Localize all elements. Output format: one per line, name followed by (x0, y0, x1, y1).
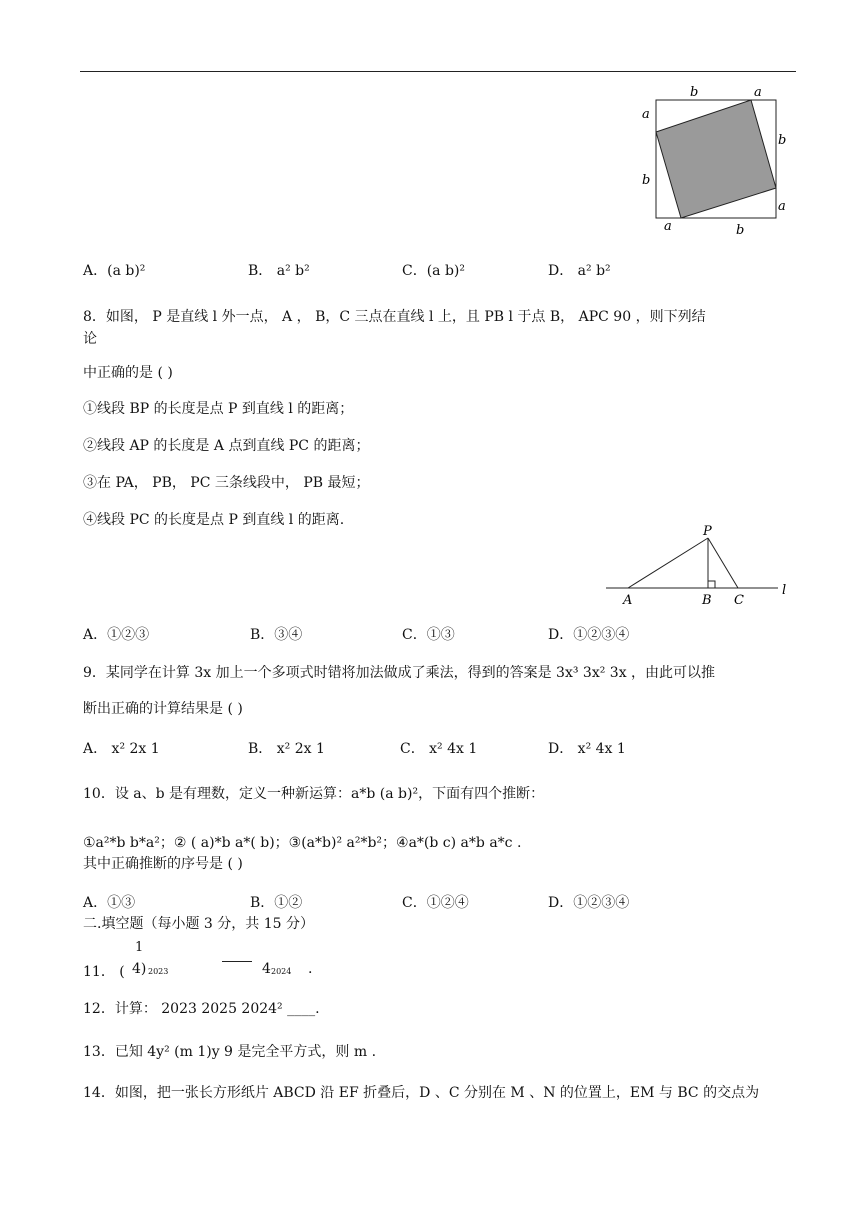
q11-exponent-2: 2024 (271, 967, 292, 976)
q12-text: 12．计算： 2023 2025 2024² ____. (83, 1001, 320, 1017)
q9-stem-line1: 9．某同学在计算 3x 加上一个多项式时错将加法做成了乘法，得到的答案是 3x³ 3x² 3x ，由此可以推 (83, 665, 716, 681)
q8-option-b[interactable]: B．③④ (250, 627, 303, 643)
header-rule (80, 71, 796, 72)
label-l: l (782, 583, 787, 598)
q10-statements: ①a²*b b*a²；② ( a)*b a*( b)；③(a*b)² a²*b²；④a*(b c) a*b a*c . (83, 835, 522, 851)
label-P: P (703, 524, 712, 539)
section-heading-fill-in: 二.填空题（每小题 3 分，共 15 分） (83, 916, 314, 932)
q8-stem-line1-tail: 论 (83, 331, 97, 347)
q9-option-b[interactable]: B． x² 2x 1 (248, 741, 325, 757)
q10-stem-line1: 10．设 a、b 是有理数，定义一种新运算：a*b (a b)²，下面有四个推断： (83, 786, 545, 802)
q11-fraction-bar (222, 961, 252, 962)
q8-stem-line1: 8．如图， P 是直线 l 外一点， A ， B，C 三点在直线 l 上，且 PB l 于点 B， APC 90 ，则下列结 (83, 309, 706, 325)
label-right-a: a (778, 199, 786, 214)
q11-base-4: 4 (262, 961, 271, 977)
q7-option-c[interactable]: C．(a b)² (402, 263, 466, 279)
q10-option-a[interactable]: A．①③ (83, 895, 136, 911)
q9-option-d[interactable]: D． x² 4x 1 (548, 741, 626, 757)
q8-statement-1: ①线段 BP 的长度是点 P 到直线 l 的距离； (83, 401, 354, 417)
q7-option-b[interactable]: B． a² b² (248, 263, 310, 279)
q8-option-c[interactable]: C．①③ (402, 627, 455, 643)
q8-statement-2: ②线段 AP 的长度是 A 点到直线 PC 的距离； (83, 438, 370, 454)
q10-option-b[interactable]: B．①② (250, 895, 303, 911)
label-C: C (734, 593, 744, 608)
label-bottom-b: b (736, 223, 745, 238)
q10-stem-line3: 其中正确推断的序号是 ( ) (83, 856, 243, 872)
q9-option-a[interactable]: A． x² 2x 1 (83, 741, 160, 757)
q10-option-c[interactable]: C．①②④ (402, 895, 469, 911)
label-left-a: a (642, 107, 650, 122)
label-top-a: a (754, 85, 762, 100)
label-top-b: b (690, 85, 699, 100)
q8-stem-line2: 中正确的是 ( ) (83, 365, 173, 381)
q8-option-a[interactable]: A．①②③ (83, 627, 150, 643)
right-angle-mark (708, 581, 715, 588)
q9-stem-line2: 断出正确的计算结果是 ( ) (83, 701, 243, 717)
q9-option-c[interactable]: C． x² 4x 1 (400, 741, 478, 757)
q11-prefix: 11． ( (83, 964, 125, 980)
label-A: A (623, 593, 633, 608)
label-bottom-a: a (664, 219, 672, 234)
q11-numerator: 1 (135, 940, 144, 955)
q8-option-d[interactable]: D．①②③④ (548, 627, 630, 643)
q8-line-figure (600, 522, 796, 608)
q13-text: 13．已知 4y² (m 1)y 9 是完全平方式，则 m . (83, 1044, 377, 1060)
label-B: B (702, 593, 712, 608)
q10-option-d[interactable]: D．①②③④ (548, 895, 630, 911)
q7-square-figure (636, 82, 796, 238)
q8-statement-4: ④线段 PC 的长度是点 P 到直线 l 的距离. (83, 512, 345, 528)
segment-PA (628, 538, 708, 588)
q14-text: 14．如图，把一张长方形纸片 ABCD 沿 EF 折叠后，D 、C 分别在 M 、N 的位置上，EM 与 BC 的交点为 (83, 1085, 760, 1101)
q11-exponent-1: 2023 (148, 967, 169, 976)
label-right-b: b (778, 133, 787, 148)
q7-option-a[interactable]: A．(a b)² (83, 263, 146, 279)
q11-period: . (308, 961, 313, 977)
q7-option-d[interactable]: D． a² b² (548, 263, 611, 279)
q8-statement-3: ③在 PA， PB， PC 三条线段中， PB 最短； (83, 475, 370, 491)
label-left-b: b (642, 173, 651, 188)
q11-denominator: 4) (132, 961, 147, 977)
shaded-inner-square (656, 100, 776, 218)
